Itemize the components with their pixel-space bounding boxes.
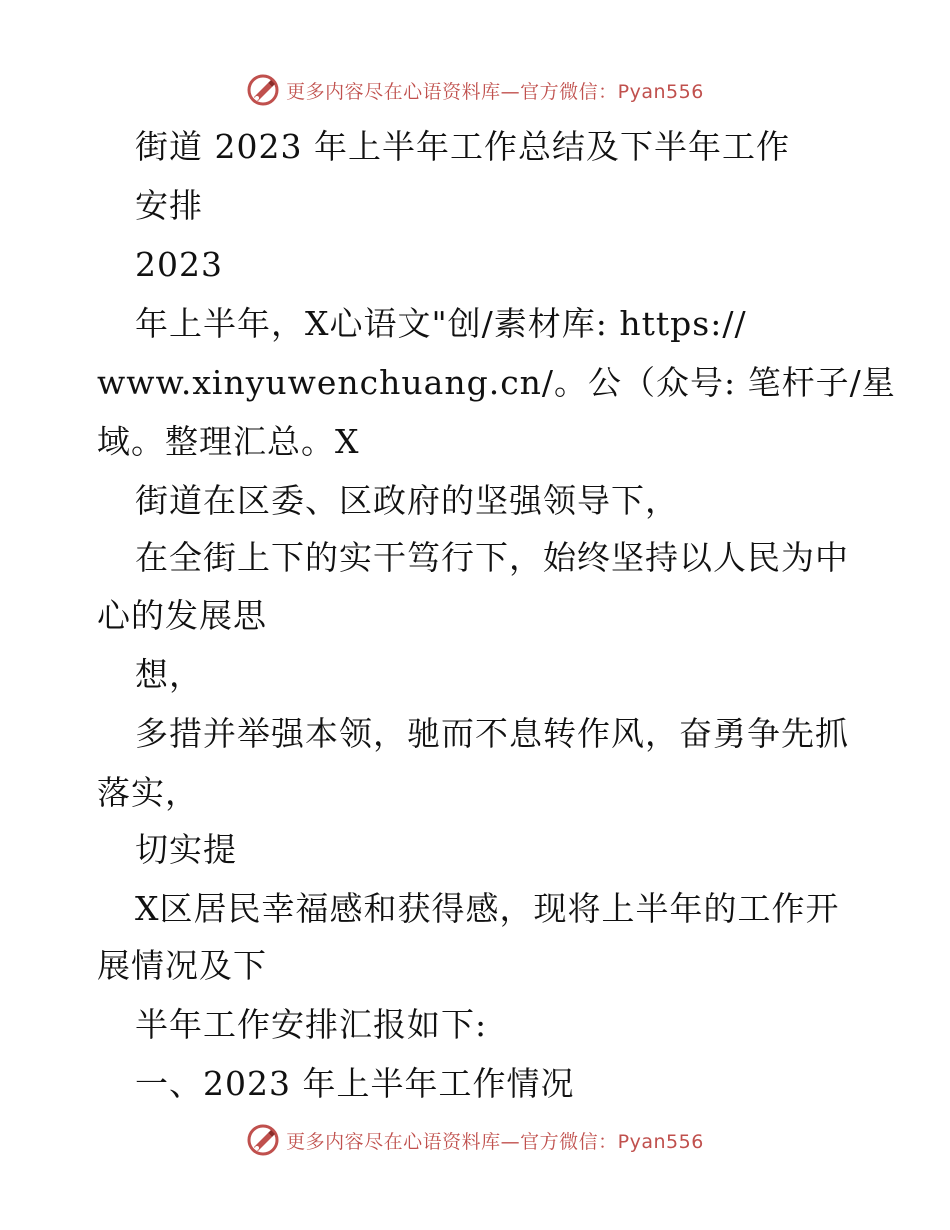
paragraph-line: X区居民幸福感和获得感，现将上半年的工作开 (135, 889, 840, 928)
document-title-line-2: 安排 (135, 186, 203, 225)
header-banner-text: 更多内容尽在心语资料库—官方微信：Pyan556 (286, 80, 704, 103)
footer-banner-inner (246, 1123, 704, 1157)
paragraph-line: 街道在区委、区政府的坚强领导下， (135, 481, 679, 520)
paragraph-line: 心的发展思 (97, 596, 267, 635)
paragraph-line: 年上半年，X心语文"创/素材库: https:// (135, 304, 747, 343)
section-heading: 一、2023 年上半年工作情况 (135, 1064, 575, 1103)
brand-logo-icon (246, 1123, 280, 1157)
paragraph-line: www.xinyuwenchuang.cn/。公（众号: 笔杆子/星 (97, 363, 896, 402)
paragraph-line: 展情况及下 (97, 946, 267, 985)
paragraph-line: 切实提 (135, 830, 237, 869)
paragraph-line: 想， (135, 655, 203, 694)
paragraph-line: 半年工作安排汇报如下: (135, 1005, 488, 1044)
paragraph-line: 2023 (135, 245, 223, 284)
paragraph-line: 落实， (97, 773, 199, 812)
footer-banner-text: 更多内容尽在心语资料库—官方微信：Pyan556 (286, 1130, 704, 1153)
paragraph-line: 在全街上下的实干笃行下，始终坚持以人民为中 (135, 538, 849, 577)
paragraph-line: 域。整理汇总。X (97, 422, 360, 461)
document-title-line-1: 街道 2023 年上半年工作总结及下半年工作 (135, 127, 790, 166)
paragraph-line: 多措并举强本领，驰而不息转作风，奋勇争先抓 (135, 714, 849, 753)
footer-banner (0, 1120, 950, 1160)
